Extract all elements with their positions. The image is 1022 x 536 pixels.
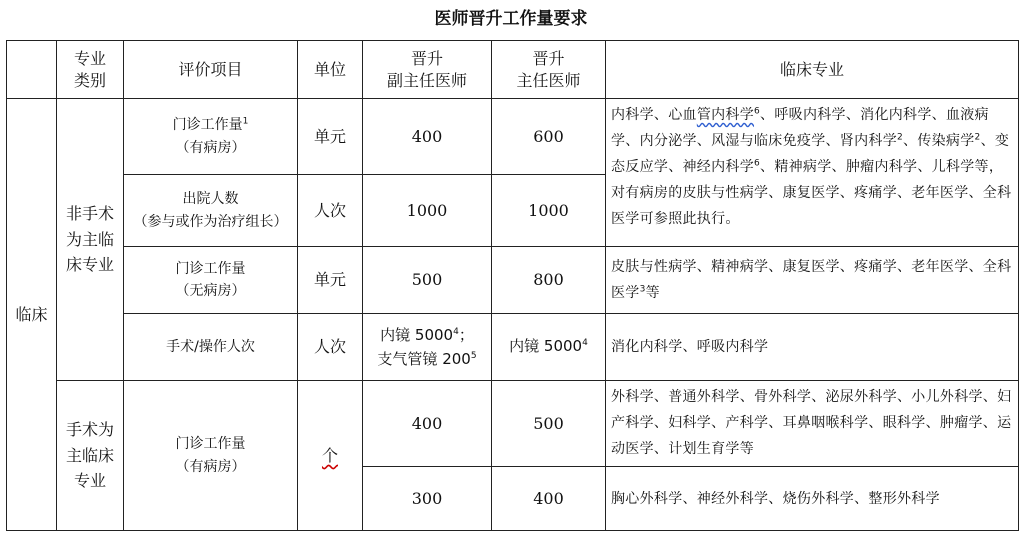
specialty-cell bbox=[606, 247, 1019, 314]
item-cell: 手术/操作人次 bbox=[124, 314, 298, 381]
deputy-line1-tail: ； bbox=[458, 326, 474, 344]
spec-text: 等 bbox=[645, 285, 660, 301]
workload-table bbox=[6, 40, 1019, 531]
item-line2: （有病房） bbox=[175, 458, 246, 475]
header-category bbox=[57, 41, 124, 99]
deputy-cell: 1000 bbox=[363, 175, 492, 247]
unit-cell bbox=[298, 381, 363, 531]
chief-cell bbox=[492, 314, 606, 381]
deputy-cell: 500 bbox=[363, 247, 492, 314]
header-chief-line2: 主任医师 bbox=[516, 70, 581, 90]
item-cell bbox=[124, 175, 298, 247]
group1-label: 非手术为主临床专业 bbox=[57, 99, 124, 381]
deputy-line2: 支气管镜 200 bbox=[377, 350, 471, 368]
spec-text: 、变态反应学、神经内科学 bbox=[611, 132, 1010, 175]
clinical-label: 临床 bbox=[7, 99, 57, 531]
unit-cell: 单元 bbox=[298, 247, 363, 314]
deputy-line1: 内镜 5000 bbox=[380, 326, 454, 344]
deputy-cell: 400 bbox=[363, 381, 492, 467]
header-unit: 单位 bbox=[298, 41, 363, 99]
item-line2: （有病房） bbox=[175, 139, 246, 156]
spec-footnote: 2 bbox=[974, 132, 981, 143]
unit-cell: 人次 bbox=[298, 314, 363, 381]
spec-text: 、传染病学 bbox=[903, 132, 975, 149]
spec-footnote: 3 bbox=[639, 284, 646, 295]
group2-label: 手术为主临床专业 bbox=[57, 381, 124, 531]
unit-value: 个 bbox=[321, 445, 338, 465]
item-cell bbox=[124, 381, 298, 531]
chief-cell: 800 bbox=[492, 247, 606, 314]
deputy-cell: 300 bbox=[363, 467, 492, 531]
spec-footnote: 2 bbox=[897, 132, 904, 143]
header-specialty: 临床专业 bbox=[606, 41, 1019, 99]
spec-footnote: 6 bbox=[754, 106, 761, 117]
spec-text: 、呼吸内科学、消化内科学、血液病学、内分泌学、风湿与临床免疫学、肾内科学 bbox=[611, 107, 989, 149]
item-line2: （无病房） bbox=[175, 283, 246, 299]
chief-value: 内镜 5000 bbox=[509, 337, 583, 356]
page-title: 医师晋升工作量要求 bbox=[434, 9, 588, 29]
item-line1: 出院人数 bbox=[182, 191, 239, 208]
header-category-line2: 类别 bbox=[73, 70, 106, 90]
header-row bbox=[7, 41, 1019, 99]
item-cell bbox=[124, 247, 298, 314]
table-row bbox=[7, 247, 1019, 314]
specialty-cell: 外科学、普通外科学、骨外科学、泌尿外科学、小儿外科学、妇产科学、妇科学、产科学、耳鼻咽喉科学、眼科学、肿瘤学、运动医学、计划生育学等 bbox=[606, 381, 1019, 467]
table-row bbox=[7, 314, 1019, 381]
chief-cell: 400 bbox=[492, 467, 606, 531]
table-row bbox=[7, 381, 1019, 467]
spec-footnote: 6 bbox=[754, 158, 761, 169]
header-deputy-line2: 副主任医师 bbox=[386, 70, 467, 90]
deputy-footnote: 5 bbox=[470, 351, 477, 361]
item-line1: 门诊工作量 bbox=[172, 117, 243, 134]
header-chief-line1: 晋升 bbox=[532, 48, 565, 68]
header-item: 评价项目 bbox=[124, 41, 298, 99]
specialty-cell: 胸心外科学、神经外科学、烧伤外科学、整形外科学 bbox=[606, 467, 1019, 531]
header-chief bbox=[492, 41, 606, 99]
chief-cell: 1000 bbox=[492, 175, 606, 247]
specialty-cell bbox=[606, 99, 1019, 247]
chief-footnote: 4 bbox=[582, 338, 588, 349]
header-category-line1: 专业 bbox=[73, 48, 106, 68]
item-line1: 门诊工作量 bbox=[175, 260, 246, 277]
unit-cell: 单元 bbox=[298, 99, 363, 175]
chief-cell: 500 bbox=[492, 381, 606, 467]
table-row bbox=[7, 99, 1019, 175]
header-deputy bbox=[363, 41, 492, 99]
item-line2: （参与或作为治疗组长） bbox=[133, 213, 288, 230]
item-footnote: 1 bbox=[242, 116, 249, 127]
spec-text: 管内科学 bbox=[696, 107, 755, 123]
specialty-cell: 消化内科学、呼吸内科学 bbox=[606, 314, 1019, 381]
chief-cell: 600 bbox=[492, 99, 606, 175]
deputy-cell bbox=[363, 314, 492, 381]
spec-text: 内科学、心血 bbox=[611, 107, 697, 123]
item-cell bbox=[124, 99, 298, 175]
deputy-cell: 400 bbox=[363, 99, 492, 175]
spec-text: 、精神病学、肿瘤内科学、儿科学等，对有病房的皮肤与性病学、康复医学、疼痛学、老年医学、全科医学可参照此执行。 bbox=[611, 158, 1012, 227]
deputy-footnote: 4 bbox=[453, 327, 459, 337]
header-deputy-line1: 晋升 bbox=[410, 48, 443, 68]
item-line1: 门诊工作量 bbox=[175, 436, 246, 453]
header-blank bbox=[7, 41, 57, 99]
spec-text: 皮肤与性病学、精神病学、康复医学、疼痛学、老年医学、全科医学 bbox=[611, 259, 1012, 301]
unit-cell: 人次 bbox=[298, 175, 363, 247]
